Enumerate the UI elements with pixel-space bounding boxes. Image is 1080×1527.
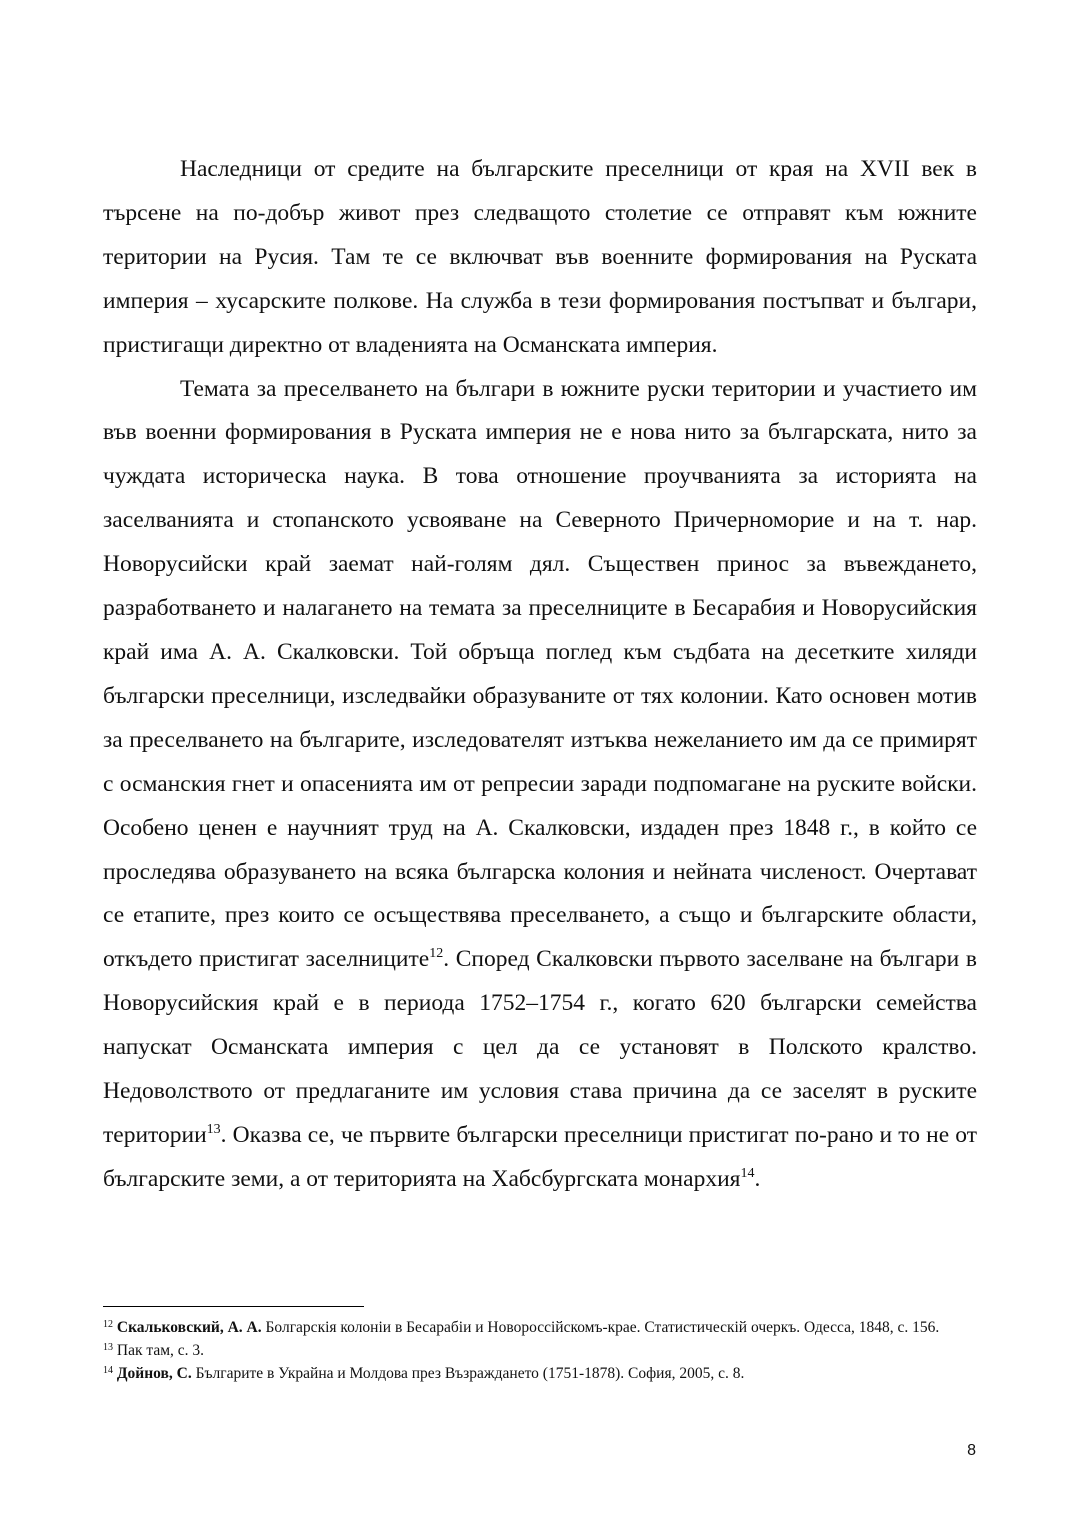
paragraph-2 xyxy=(103,368,977,1202)
footnote-12 xyxy=(103,1316,977,1339)
footnote-text: Болгарскія колоніи в Бесарабіи и Новороссійскомъ-крае. Статистическій очеркъ. Одесса, 1848, с. 156. xyxy=(261,1319,940,1336)
paragraph-2-part-3: . Оказва се, че първите български преселници пристигат по-рано и то не от българските земи, а от територията на Хабсбургската монархия xyxy=(103,1121,977,1192)
footnote-ref-14[interactable]: 14 xyxy=(740,1165,755,1181)
footnote-14 xyxy=(103,1362,977,1385)
paragraph-1: Наследници от средите на българските преселници от края на XVII век в търсене на по-добър живот през следващото столетие се отправят към южните територии на Русия. Там те се включват във военните формирования на Руската империя – хусарските полкове. На служба в тези формирования постъпват и българи, пристигащи директно от владенията на Османската империя. xyxy=(103,156,977,358)
footnote-text: Пак там, с. 3. xyxy=(113,1342,205,1359)
footnote-author: Скальковский, А. А. xyxy=(116,1319,262,1336)
footnote-number: 13 xyxy=(103,1342,113,1353)
footnote-text: Българите в Украйна и Молдова през Възраждането (1751-1878). София, 2005, с. 8. xyxy=(191,1365,745,1382)
paragraph-2-part-1: Темата за преселването на българи в южните руски територии и участието им във военни формирования в Руската империя не е нова нито за българската, нито за чуждата историческа наука. В това отношение проучванията за историята на заселванията и стопанското усвояване на Северното Причерноморие и на т. нар. Новорусийски край заемат най-голям дял. Съществен принос за въвеждането, разработването и налагането на темата за преселниците в Бесарабия и Новорусийския край има А. А. Скалковски. Той обръща поглед към съдбата на десетките хиляди български преселници, изследвайки образуваните от тях колонии. Като основен мотив за преселването на българите, изследователят изтъква нежеланието им да се примирят с османския гнет и опасенията им от репресии заради подпомагане на руските войски. Особено ценен е научният труд на А. Скалковски, издаден през 1848 г., в който се проследява образуването на всяка българска колония и нейната численост. Очертават се етапите, през които се осъществява преселването, а също и българските области, откъдето пристигат заселниците xyxy=(103,375,977,973)
footnote-separator xyxy=(103,1306,364,1307)
footnote-ref-12[interactable]: 12 xyxy=(429,946,444,962)
footnote-author: Дойнов, С. xyxy=(116,1365,192,1382)
paragraph-2-part-2: . Според Скалковски първото заселване на българи в Новорусийския край е в периода 1752–1754 г., когато 620 български семейства напускат Османската империя с цел да се установят в Полското кралство. Недоволството от предлаганите им условия става причина да се заселят в руските територии xyxy=(103,946,978,1148)
footnote-ref-13[interactable]: 13 xyxy=(206,1121,221,1137)
footnote-number: 12 xyxy=(103,1319,113,1330)
paragraph-2-part-4: . xyxy=(754,1165,761,1192)
footnote-13 xyxy=(103,1339,977,1362)
footnotes xyxy=(103,1316,977,1385)
body-text xyxy=(103,148,977,1202)
footnote-number: 14 xyxy=(103,1365,113,1376)
page-number: 8 xyxy=(967,1442,976,1459)
